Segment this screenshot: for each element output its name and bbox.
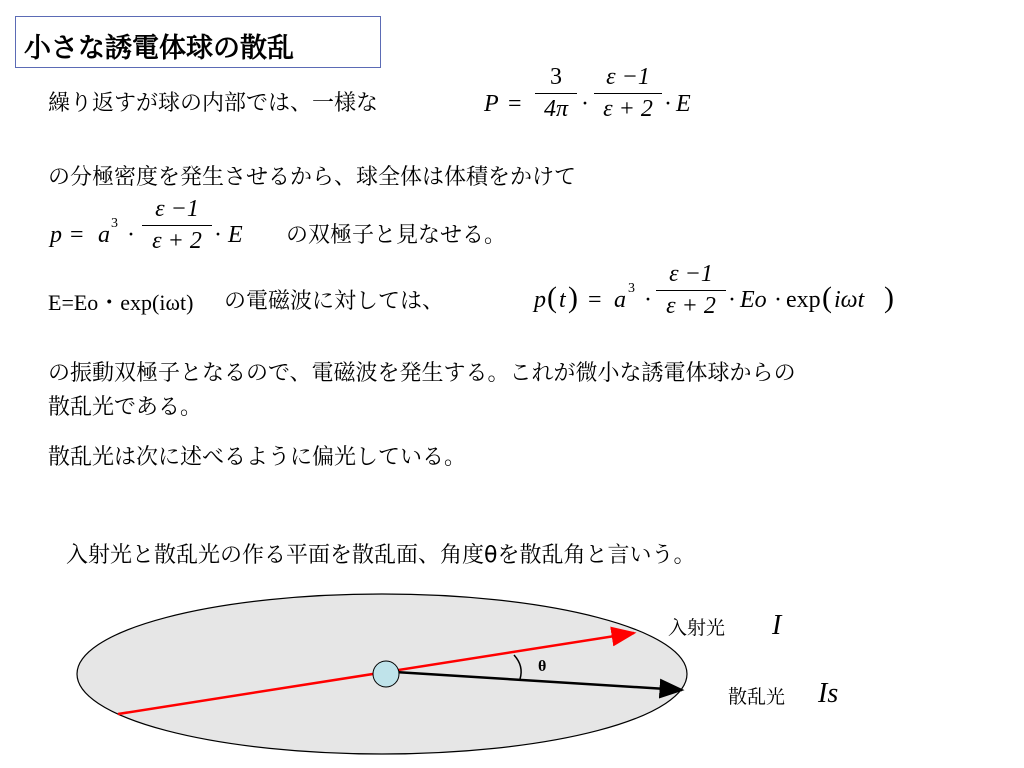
eq2-fraction bbox=[142, 196, 212, 255]
scattered-light-label: 散乱光 bbox=[728, 686, 786, 708]
eq1-fraction-2 bbox=[594, 64, 662, 123]
paragraph-6: 散乱光は次に述べるように偏光している。 bbox=[48, 445, 467, 470]
eq1-rhs: E bbox=[676, 91, 691, 117]
eq3-equals: = bbox=[588, 287, 602, 313]
scattered-symbol: Is bbox=[818, 678, 839, 709]
eq1-frac1-num: 3 bbox=[550, 64, 562, 90]
eq3-dot-3: · bbox=[774, 287, 782, 313]
eq1-frac2-den: ε + 2 bbox=[603, 96, 653, 122]
incident-symbol: I bbox=[772, 610, 782, 641]
fraction-bar bbox=[656, 290, 726, 291]
eq2-rhs: E bbox=[228, 222, 243, 248]
eq2-dot-2: · bbox=[214, 222, 222, 248]
slide-title: 小さな誘電体球の散乱 bbox=[24, 33, 294, 64]
fraction-bar bbox=[535, 93, 577, 94]
eq3-exponent: 3 bbox=[628, 281, 635, 296]
paragraph-2: の分極密度を発生させるから、球全体は体積をかけて bbox=[48, 165, 577, 190]
paragraph-3-tail: の双極子と見なせる。 bbox=[286, 223, 507, 248]
eq1-dot-1: · bbox=[581, 91, 589, 117]
eq1-frac2-num: ε −1 bbox=[606, 64, 650, 90]
fraction-bar bbox=[142, 225, 212, 226]
eq2-exponent: 3 bbox=[111, 216, 118, 231]
eq2-frac-den: ε + 2 bbox=[152, 228, 202, 254]
eq1-dot-2: · bbox=[664, 91, 672, 117]
dielectric-sphere bbox=[373, 661, 399, 687]
eq3-paren-open: ( bbox=[547, 281, 557, 314]
eq3-dot-1: · bbox=[644, 287, 652, 313]
eq1-equals: = bbox=[508, 91, 522, 117]
eq3-arg: iωt bbox=[834, 287, 865, 313]
eq3-dot-2: · bbox=[728, 287, 736, 313]
eq2-dot-1: · bbox=[127, 222, 135, 248]
eq3-lhs: p bbox=[534, 287, 546, 313]
incident-light-label: 入射光 bbox=[668, 617, 726, 639]
angle-label: θ bbox=[538, 658, 547, 675]
eq3-eo: Eo bbox=[740, 287, 767, 313]
eq2-lhs: p bbox=[50, 222, 62, 248]
paragraph-7: 入射光と散乱光の作る平面を散乱面、角度θを散乱角と言いう。 bbox=[66, 543, 696, 568]
eq1-lhs: P bbox=[484, 91, 499, 117]
scattering-diagram bbox=[0, 580, 1024, 768]
paragraph-5-line-2: 散乱光である。 bbox=[48, 395, 203, 420]
paragraph-1: 繰り返すが球の内部では、一様な bbox=[48, 91, 379, 116]
eq3-paren-open-2: ( bbox=[822, 281, 832, 314]
eq3-paren-close-2: ) bbox=[884, 281, 894, 314]
eq1-frac1-den: 4π bbox=[543, 96, 569, 122]
paragraph-4-tail: の電磁波に対しては、 bbox=[224, 289, 445, 314]
eq2-equals: = bbox=[70, 222, 84, 248]
eq3-fraction bbox=[656, 261, 726, 320]
eq3-paren-close: ) bbox=[568, 281, 578, 314]
eq2-a: a bbox=[98, 222, 110, 248]
eq2-frac-num: ε −1 bbox=[155, 196, 199, 222]
eq3-frac-num: ε −1 bbox=[669, 261, 713, 287]
paragraph-5-line-1: の振動双極子となるので、電磁波を発生する。これが微小な誘電体球からの bbox=[48, 361, 796, 386]
eq1-fraction-1 bbox=[535, 64, 577, 123]
fraction-bar bbox=[594, 93, 662, 94]
eq3-a: a bbox=[614, 287, 626, 313]
eq3-t: t bbox=[559, 287, 566, 313]
paragraph-4-head: E=Eo・exp(iωt) bbox=[48, 290, 194, 315]
eq3-exp-fn: exp bbox=[786, 287, 821, 313]
eq3-frac-den: ε + 2 bbox=[666, 293, 716, 319]
